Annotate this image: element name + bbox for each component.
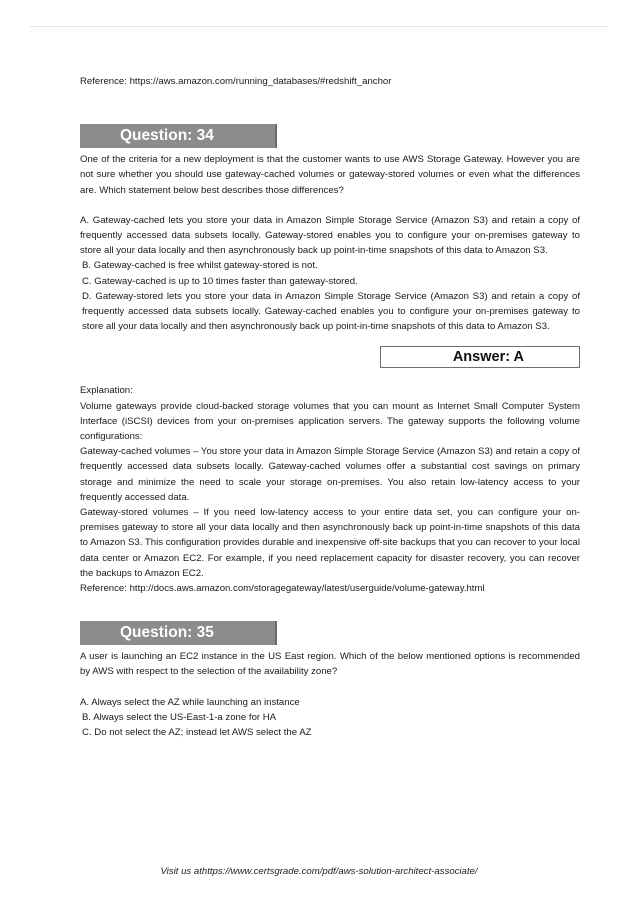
- explanation-paragraph-3: Gateway-stored volumes – If you need low-latency access to your entire data set, you can configure your on-premises gateway to store all your data locally and then asynchronously back up point-in-time snapshots of this data to Amazon S3. This configuration provides durable and inexpensive off-site backups that you can recover to your local data center or Amazon EC2. For example, if you need replacement capacity for disaster recovery, you can recover the backups to Amazon EC2.: [80, 507, 580, 579]
- question-35-label: Question: 35: [80, 621, 275, 645]
- question-34-option-a: A. Gateway-cached lets you store your data in Amazon Simple Storage Service (Amazon S3) and retain a copy of frequently accessed data subsets locally. Gateway-stored enables you to configure your on-premises gateway to store all your data locally and then asynchronously back up point-in-time snapshots of this data to Amazon S3.: [80, 214, 580, 257]
- page-content: [80, 74, 580, 740]
- question-34-label: Question: 34: [80, 124, 275, 148]
- explanation-heading: Explanation:: [80, 385, 133, 397]
- question-34-answer: Answer: A: [380, 346, 580, 368]
- question-34-stem: One of the criteria for a new deployment is that the customer wants to use AWS Storage Gateway. However you are not sure whether you should use gateway-cached volumes or gateway-stored volumes or even what the differences are. Which statement below best describes those differences?: [80, 154, 580, 196]
- explanation-paragraph-2: Gateway-cached volumes – You store your data in Amazon Simple Storage Service (Amazon S3) and retain a copy of frequently accessed data subsets locally. Gateway-cached volumes offer a substantial cost savings on primary storage and minimize the need to scale your storage on-premises. You also retain low-latency access to your frequently accessed data.: [80, 446, 580, 503]
- question-35-option-b: B. Always select the US-East-1-a zone for HA: [82, 711, 277, 723]
- question-35-stem: A user is launching an EC2 instance in the US East region. Which of the below mentioned options is recommended by AWS with respect to the selection of the availability zone?: [80, 651, 580, 678]
- question-35-option-a: A. Always select the AZ while launching an instance: [80, 696, 300, 708]
- explanation-reference: Reference: http://docs.aws.amazon.com/storagegateway/latest/userguide/volume-gateway.html: [80, 583, 485, 595]
- question-34-option-b: B. Gateway-cached is free whilst gateway-stored is not.: [82, 260, 318, 272]
- question-34-option-d: D. Gateway-stored lets you store your data in Amazon Simple Storage Service (Amazon S3) and retain a copy of frequently accessed data subsets locally. Gateway-cached enables you to configure your on-premises gateway to store all your data locally and then asynchronously back up point-in-time snapshots of this data to Amazon S3.: [82, 290, 580, 333]
- header-divider: [30, 26, 608, 27]
- explanation-paragraph-1: Volume gateways provide cloud-backed storage volumes that you can mount as Internet Small Computer System Interface (iSCSI) devices from your on-premises application servers. The gateway supports the following volume configurations:: [80, 400, 580, 443]
- footer-link[interactable]: Visit us athttps://www.certsgrade.com/pdf/aws-solution-architect-associate/: [160, 866, 478, 877]
- answer-row: [80, 346, 580, 368]
- question-34-option-c: C. Gateway-cached is up to 10 times faster than gateway-stored.: [82, 275, 358, 287]
- question-35-option-c: C. Do not select the AZ; instead let AWS select the AZ: [82, 727, 312, 739]
- top-reference: Reference: https://aws.amazon.com/running_databases/#redshift_anchor: [80, 76, 392, 87]
